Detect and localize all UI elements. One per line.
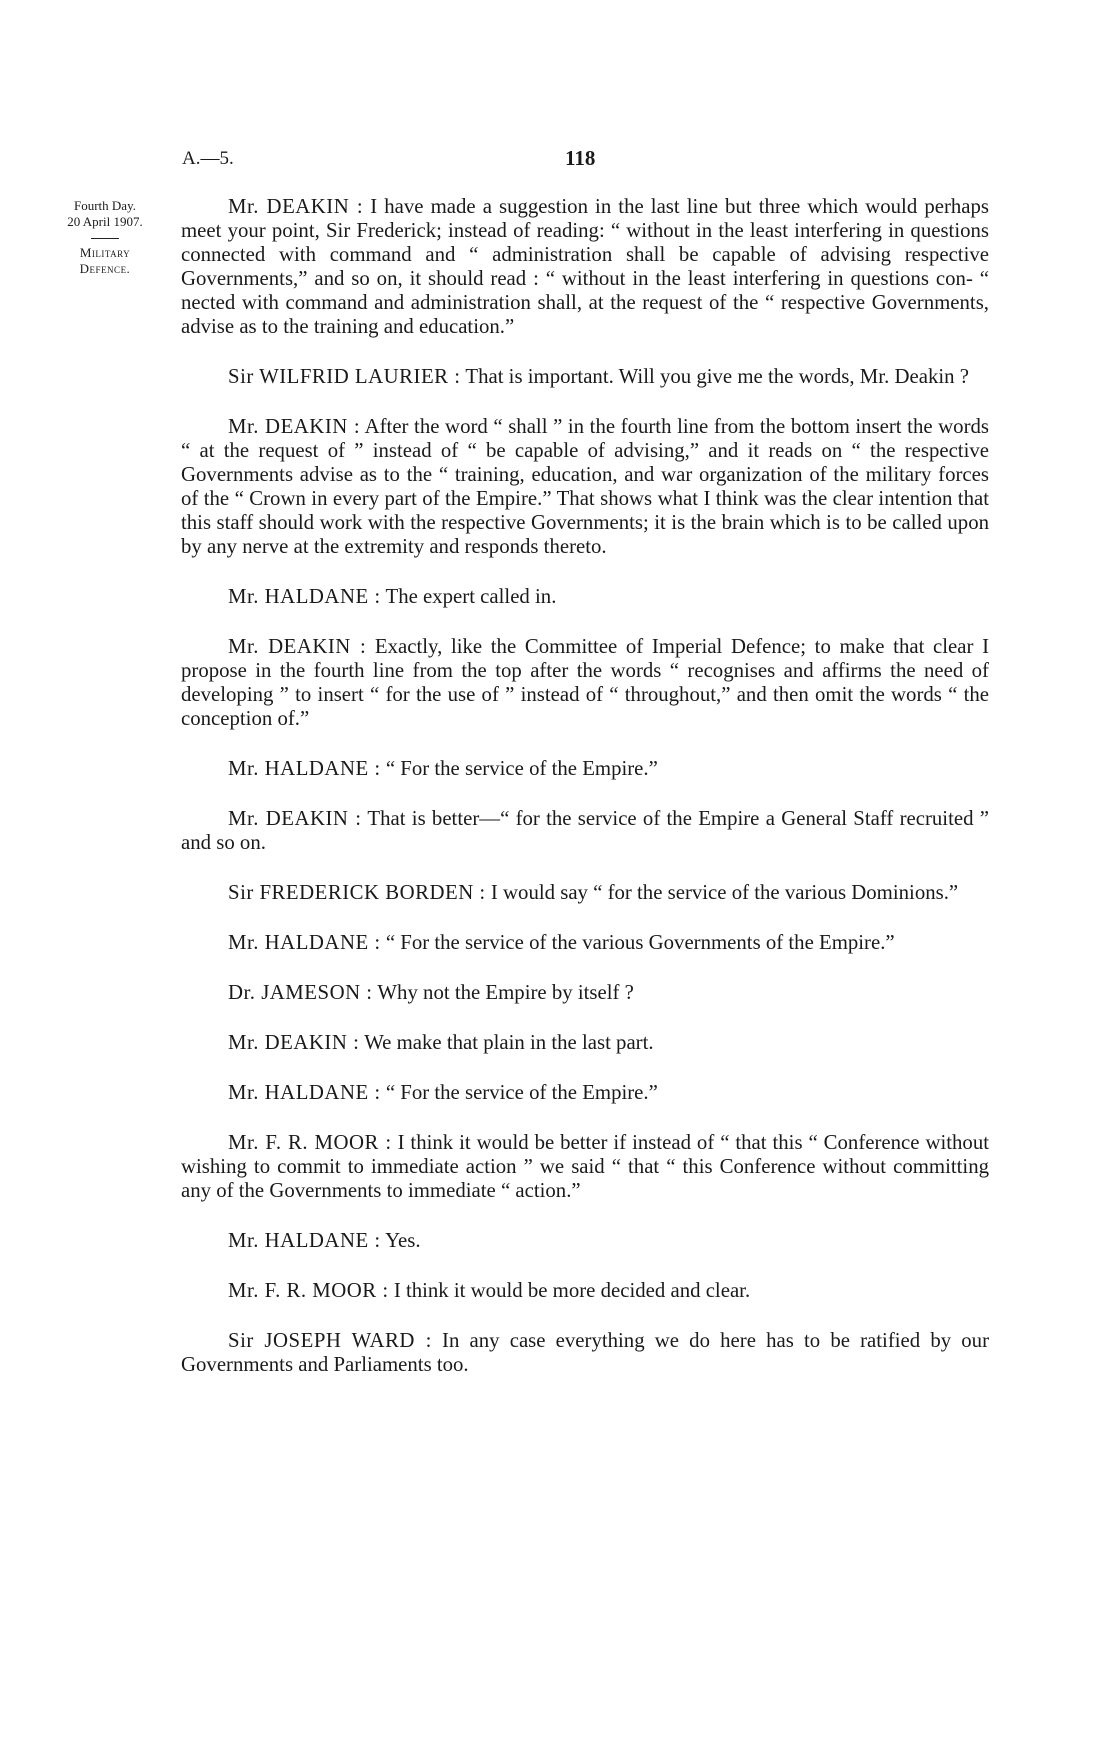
paragraph	[181, 931, 989, 955]
speaker-name: Sir JOSEPH WARD :	[228, 1329, 432, 1352]
paragraph-text: I think it would be more decided and clear.	[393, 1279, 751, 1302]
paragraph	[181, 415, 989, 559]
speaker-name: Sir FREDERICK BORDEN :	[228, 881, 486, 904]
paragraph	[181, 1229, 989, 1253]
margin-divider	[91, 238, 119, 239]
margin-note	[30, 198, 180, 277]
speaker-name: Mr. HALDANE :	[228, 1081, 381, 1104]
speaker-name: Sir WILFRID LAURIER :	[228, 365, 461, 388]
margin-topic-line2: Defence.	[79, 261, 131, 276]
paragraph-text: Exactly, like the Committee of Imperial Defence; to make that clear I propose in the fourth line from the top after the words “ recognises and affirms the need of developing ” to insert “ for the use of ” instead of “ throughout,” and then omit the words “ the conception of.”	[181, 635, 989, 730]
margin-topic-line1: Military	[79, 245, 131, 260]
speaker-name: Mr. DEAKIN :	[228, 635, 367, 658]
margin-date: 20 April 1907.	[67, 214, 143, 229]
speaker-name: Mr. DEAKIN :	[228, 1031, 360, 1054]
paragraph-text: “ For the service of the Empire.”	[385, 757, 658, 780]
paragraph	[181, 1081, 989, 1105]
speaker-name: Mr. HALDANE :	[228, 931, 381, 954]
speaker-name: Mr. F. R. MOOR :	[228, 1279, 389, 1302]
paragraph-text: Why not the Empire by itself ?	[377, 981, 634, 1004]
page-number: 118	[565, 146, 596, 170]
paragraph-text: We make that plain in the last part.	[364, 1031, 654, 1054]
paragraph-text: That is better—“ for the service of the Empire a General Staff recruited ” and so on.	[181, 807, 989, 854]
paragraph	[181, 807, 989, 855]
paragraph	[181, 881, 989, 905]
speaker-name: Mr. DEAKIN :	[228, 415, 361, 438]
paragraph	[181, 635, 989, 731]
paragraph-text: I would say “ for the service of the various Dominions.”	[490, 881, 959, 904]
speaker-name: Mr. HALDANE :	[228, 757, 381, 780]
paragraph-text: After the word “ shall ” in the fourth line from the bottom insert the words “ at the request of ” instead of “ be capable of advising,” and it reads on “ the respective Governments advise as to the “ training, education, and war organization of the military forces of the “ Crown in every part of the Empire.” That shows what I think was the clear intention that this staff should work with the respective Governments; it is the brain which is to be called upon by any nerve at the extremity and responds thereto.	[181, 415, 989, 558]
paragraph-text: The expert called in.	[385, 585, 557, 608]
transcript-body	[181, 195, 989, 1403]
paragraph-text: “ For the service of the various Governments of the Empire.”	[385, 931, 895, 954]
speaker-name: Mr. DEAKIN :	[228, 807, 362, 830]
paragraph	[181, 195, 989, 339]
paragraph	[181, 1329, 989, 1377]
paragraph-text: Yes.	[385, 1229, 421, 1252]
paragraph-text: “ For the service of the Empire.”	[385, 1081, 658, 1104]
speaker-name: Dr. JAMESON :	[228, 981, 373, 1004]
speaker-name: Mr. HALDANE :	[228, 585, 381, 608]
paragraph	[181, 1279, 989, 1303]
paragraph	[181, 981, 989, 1005]
paragraph	[181, 365, 989, 389]
margin-day: Fourth Day.	[74, 198, 136, 213]
paragraph	[181, 1131, 989, 1203]
speaker-name: Mr. DEAKIN :	[228, 195, 364, 218]
speaker-name: Mr. F. R. MOOR :	[228, 1131, 392, 1154]
paragraph	[181, 1031, 989, 1055]
paragraph-text: That is important. Will you give me the words, Mr. Deakin ?	[465, 365, 969, 388]
paragraph-text: I think it would be better if instead of “ that this “ Conference without wishing to commit to immediate action ” we said “ that “ this Conference without committing any of the Governments to immediate “ action.”	[181, 1131, 989, 1202]
paragraph	[181, 757, 989, 781]
document-reference: A.—5.	[182, 148, 234, 169]
paragraph-text: I have made a suggestion in the last line but three which would perhaps meet your point, Sir Frederick; instead of reading: “ without in the least interfering in questions connected with command and “ administration shall be capable of advising respective Governments,” and so on, it should read : “ without in the least interfering in questions con- “ nected with command and administration shall, at the request of the “ respective Governments, advise as to the training and education.”	[181, 195, 989, 338]
paragraph-text: In any case everything we do here has to be ratified by our Governments and Parliaments too.	[181, 1329, 989, 1376]
paragraph	[181, 585, 989, 609]
speaker-name: Mr. HALDANE :	[228, 1229, 381, 1252]
